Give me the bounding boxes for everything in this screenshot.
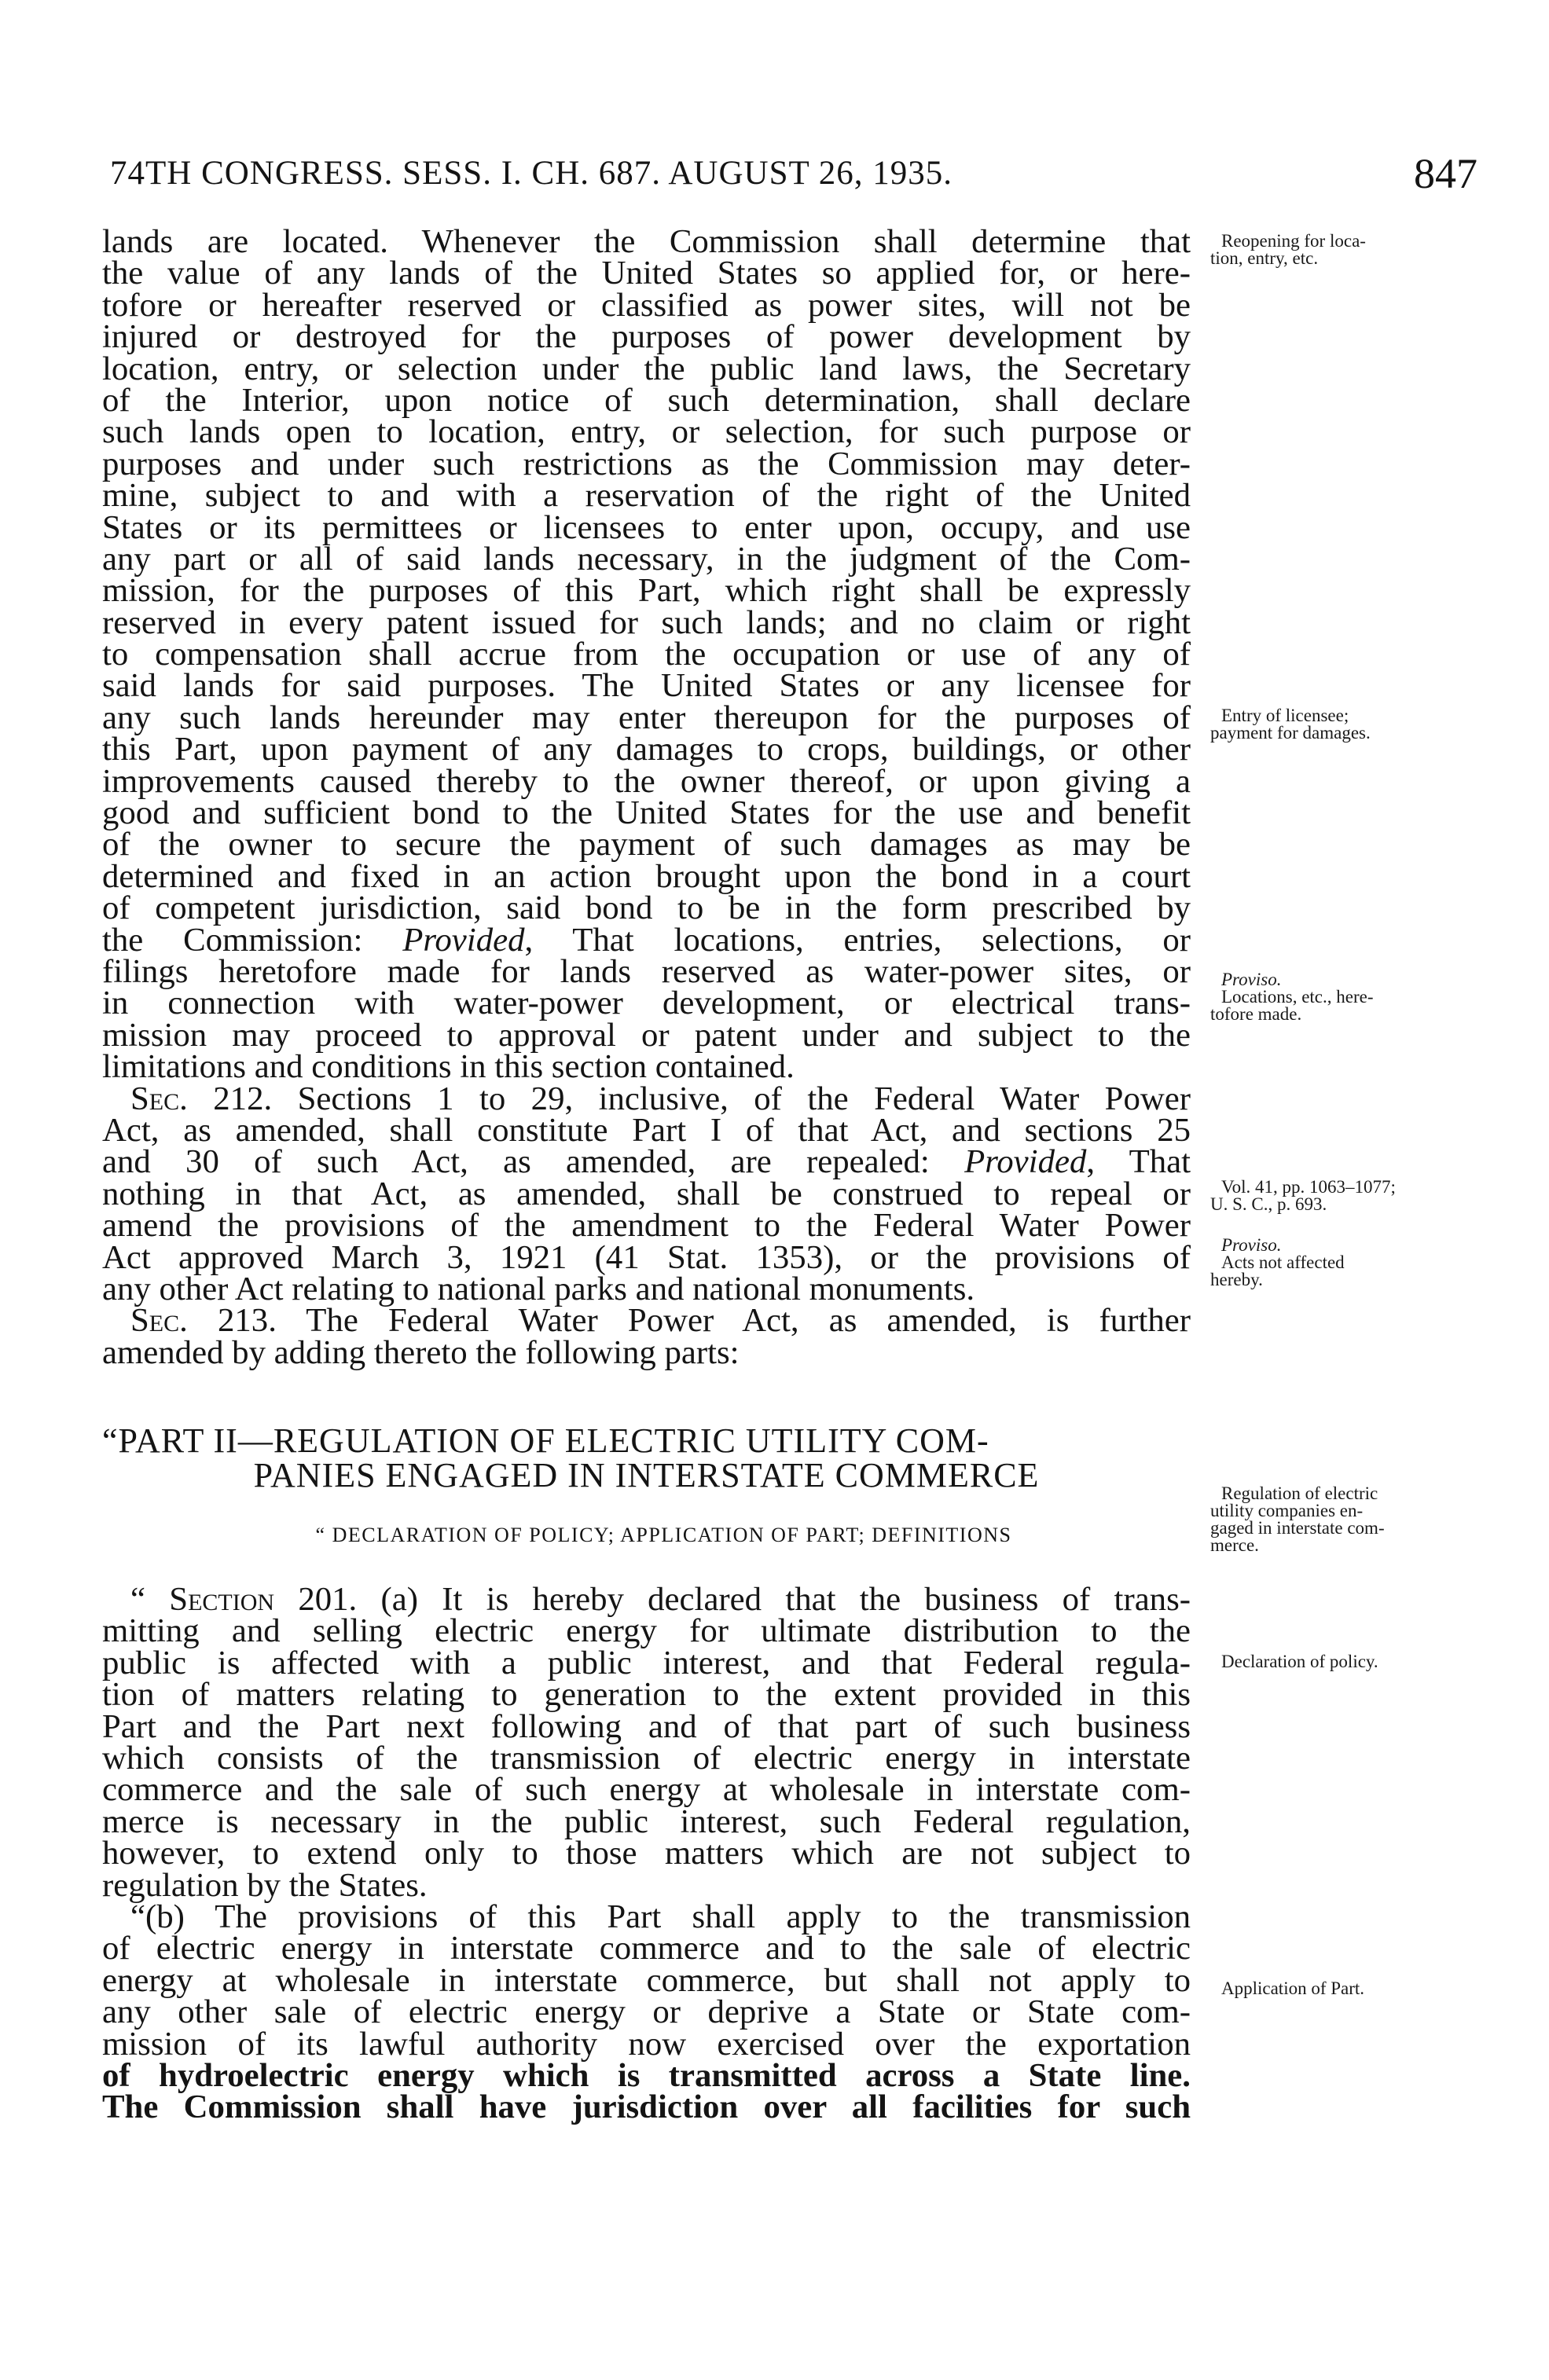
spacer bbox=[102, 1493, 1191, 1520]
text-line: any such lands hereunder may enter thereupon for the purposes of bbox=[102, 699, 1191, 736]
text-line: good and sufficient bond to the United States for the use and benefit bbox=[102, 794, 1191, 832]
page-number: 847 bbox=[1414, 150, 1477, 197]
proviso-keyword: Provided bbox=[964, 1143, 1087, 1181]
section-subheading: “ DECLARATION OF POLICY; APPLICATION OF PART; DEFINITIONS bbox=[315, 1524, 1012, 1547]
text-line: “(b) The provisions of this Part shall apply to the transmission bbox=[130, 1898, 1191, 1935]
text-line: of the owner to secure the payment of such damages as may be bbox=[102, 826, 1191, 864]
margin-note-line: merce. bbox=[1210, 1535, 1259, 1555]
text-line: lands are located. Whenever the Commission shall determine that bbox=[102, 223, 1191, 260]
text-run: and 30 of such Act, as amended, are repealed: bbox=[102, 1143, 965, 1181]
text-line: mine, subject to and with a reservation of the right of the United bbox=[102, 477, 1191, 515]
text-line: filings heretofore made for lands reserved as water-power sites, or bbox=[102, 952, 1191, 990]
text-line: location, entry, or selection under the public land laws, the Secretary bbox=[102, 350, 1191, 387]
section-label: Sec. bbox=[130, 1302, 188, 1340]
text-line bbox=[102, 1080, 1191, 1117]
text-line: of the Interior, upon notice of such determination, shall declare bbox=[102, 381, 1191, 419]
text-line: the value of any lands of the United States so applied for, or here- bbox=[102, 255, 1191, 292]
text-line: this Part, upon payment of any damages to crops, buildings, or other bbox=[102, 731, 1191, 768]
text-line: nothing in that Act, as amended, shall be construed to repeal or bbox=[102, 1175, 1191, 1212]
margin-note-line: Acts not affected bbox=[1221, 1252, 1345, 1272]
text-run: , That bbox=[1086, 1143, 1191, 1181]
text-line: merce is necessary in the public interest, such Federal regulation, bbox=[102, 1802, 1191, 1840]
margin-note-line: gaged in interstate com- bbox=[1210, 1518, 1385, 1538]
text-line: however, to extend only to those matters which are not subject to bbox=[102, 1835, 1191, 1872]
text-line: mitting and selling electric energy for ultimate distribution to the bbox=[102, 1612, 1191, 1650]
spacer bbox=[102, 1551, 1191, 1584]
text-line: tion of matters relating to generation to the extent provided in this bbox=[102, 1676, 1191, 1714]
text-line: Act, as amended, shall constitute Part I of that Act, and sections 25 bbox=[102, 1111, 1191, 1149]
section-label: Sec. bbox=[130, 1080, 188, 1117]
part-title: PANIES ENGAGED IN INTERSTATE COMMERCE bbox=[253, 1456, 1040, 1495]
text-run: 213. The Federal Water Power Act, as amended, is further bbox=[187, 1302, 1191, 1340]
margin-note-proviso-acts bbox=[1210, 1237, 1470, 1289]
text-line: of hydroelectric energy which is transmitted across a State line. bbox=[102, 2056, 1191, 2094]
running-head: 74TH CONGRESS. SESS. I. CH. 687. AUGUST 26, 1935. bbox=[110, 155, 953, 192]
text-line: mission, for the purposes of this Part, which right shall be expressly bbox=[102, 572, 1191, 610]
text-line: injured or destroyed for the purposes of power development by bbox=[102, 318, 1191, 356]
text-line: of competent jurisdiction, said bond to be in the form prescribed by bbox=[102, 889, 1191, 927]
text-line: said lands for said purposes. The United States or any licensee for bbox=[102, 667, 1191, 705]
text-line: determined and fixed in an action brought upon the bond in a court bbox=[102, 857, 1191, 895]
section-label: Section bbox=[169, 1581, 275, 1619]
text-line bbox=[102, 1143, 1191, 1181]
text-line: States or its permittees or licensees to enter upon, occupy, and use bbox=[102, 508, 1191, 546]
spacer bbox=[102, 1369, 1191, 1424]
text-line bbox=[102, 1581, 1191, 1619]
margin-note-line: tofore made. bbox=[1210, 1004, 1302, 1024]
text-line: such lands open to location, entry, or selection, for such purpose or bbox=[102, 413, 1191, 451]
page-header bbox=[110, 150, 1477, 209]
margin-note-vol bbox=[1210, 1179, 1470, 1213]
text-run: , That locations, entries, selections, or bbox=[524, 921, 1191, 959]
margin-note-line: Entry of licensee; bbox=[1221, 706, 1349, 725]
text-line: in connection with water-power development, or electrical trans- bbox=[102, 985, 1191, 1022]
text-line: The Commission shall have jurisdiction over all facilities for such bbox=[102, 2088, 1191, 2126]
text-run: 201. (a) It is hereby declared that the business of trans- bbox=[274, 1581, 1191, 1619]
text-line: limitations and conditions in this section contained. bbox=[102, 1048, 795, 1086]
margin-note-line: Locations, etc., here- bbox=[1221, 987, 1374, 1007]
part-title: “PART II—REGULATION OF ELECTRIC UTILITY COM- bbox=[102, 1421, 989, 1461]
text-line bbox=[102, 1302, 1191, 1340]
text-run: “ bbox=[130, 1581, 170, 1619]
text-line: which consists of the transmission of electric energy in interstate bbox=[102, 1740, 1191, 1777]
proviso-label: Proviso. bbox=[1221, 1235, 1282, 1255]
margin-note-line: Declaration of policy. bbox=[1221, 1652, 1378, 1671]
margin-note-regulation bbox=[1210, 1485, 1470, 1554]
text-line: public is affected with a public interest, and that Federal regula- bbox=[102, 1644, 1191, 1681]
text-run: the Commission: bbox=[102, 921, 403, 959]
text-line: regulation by the States. bbox=[102, 1866, 428, 1904]
main-text bbox=[102, 223, 1191, 2126]
margin-note-reopening bbox=[1210, 233, 1470, 267]
margin-note-application bbox=[1210, 1980, 1481, 1997]
text-line: to compensation shall accrue from the occupation or use of any of bbox=[102, 636, 1191, 673]
margin-note-line: tion, entry, etc. bbox=[1210, 248, 1319, 268]
proviso-label: Proviso. bbox=[1221, 970, 1282, 989]
margin-note-declaration bbox=[1210, 1653, 1481, 1670]
text-line: purposes and under such restrictions as the Commission may deter- bbox=[102, 445, 1191, 482]
margin-note-line: Vol. 41, pp. 1063–1077; bbox=[1221, 1177, 1396, 1197]
text-line: commerce and the sale of such energy at wholesale in interstate com- bbox=[102, 1771, 1191, 1809]
text-line: Part and the Part next following and of that part of such business bbox=[102, 1707, 1191, 1745]
text-line: any other sale of electric energy or deprive a State or State com- bbox=[102, 1993, 1191, 2031]
text-line: of electric energy in interstate commerce and to the sale of electric bbox=[102, 1930, 1191, 1967]
text-run: 212. Sections 1 to 29, inclusive, of the Federal Water Power bbox=[187, 1080, 1191, 1117]
text-line: tofore or hereafter reserved or classified as power sites, will not be bbox=[102, 286, 1191, 324]
margin-note-line: U. S. C., p. 693. bbox=[1210, 1194, 1327, 1214]
text-line: amend the provisions of the amendment to the Federal Water Power bbox=[102, 1207, 1191, 1245]
margin-note-line: utility companies en- bbox=[1210, 1501, 1364, 1520]
margin-note-line: Reopening for loca- bbox=[1221, 231, 1366, 251]
margin-note-line: Regulation of electric bbox=[1221, 1483, 1378, 1503]
text-line: any part or all of said lands necessary, in the judgment of the Com- bbox=[102, 540, 1191, 578]
text-line: Act approved March 3, 1921 (41 Stat. 1353), or the provisions of bbox=[102, 1238, 1191, 1276]
margin-note-line: Application of Part. bbox=[1221, 1978, 1365, 1998]
margin-note-line: payment for damages. bbox=[1210, 723, 1371, 743]
text-line: mission may proceed to approval or patent under and subject to the bbox=[102, 1016, 1191, 1054]
text-line: any other Act relating to national parks and national monuments. bbox=[102, 1270, 975, 1307]
text-line: energy at wholesale in interstate commerce, but shall not apply to bbox=[102, 1961, 1191, 1999]
text-line: amended by adding thereto the following parts: bbox=[102, 1333, 740, 1371]
proviso-keyword: Provided bbox=[402, 921, 525, 959]
margin-note-proviso-locations bbox=[1210, 971, 1470, 1023]
text-line: mission of its lawful authority now exercised over the exportation bbox=[102, 2025, 1191, 2063]
text-line: improvements caused thereby to the owner thereof, or upon giving a bbox=[102, 762, 1191, 800]
margin-note-line: hereby. bbox=[1210, 1270, 1263, 1289]
text-line: reserved in every patent issued for such lands; and no claim or right bbox=[102, 603, 1191, 641]
text-line bbox=[102, 921, 1191, 959]
margin-note-entry bbox=[1210, 707, 1470, 742]
